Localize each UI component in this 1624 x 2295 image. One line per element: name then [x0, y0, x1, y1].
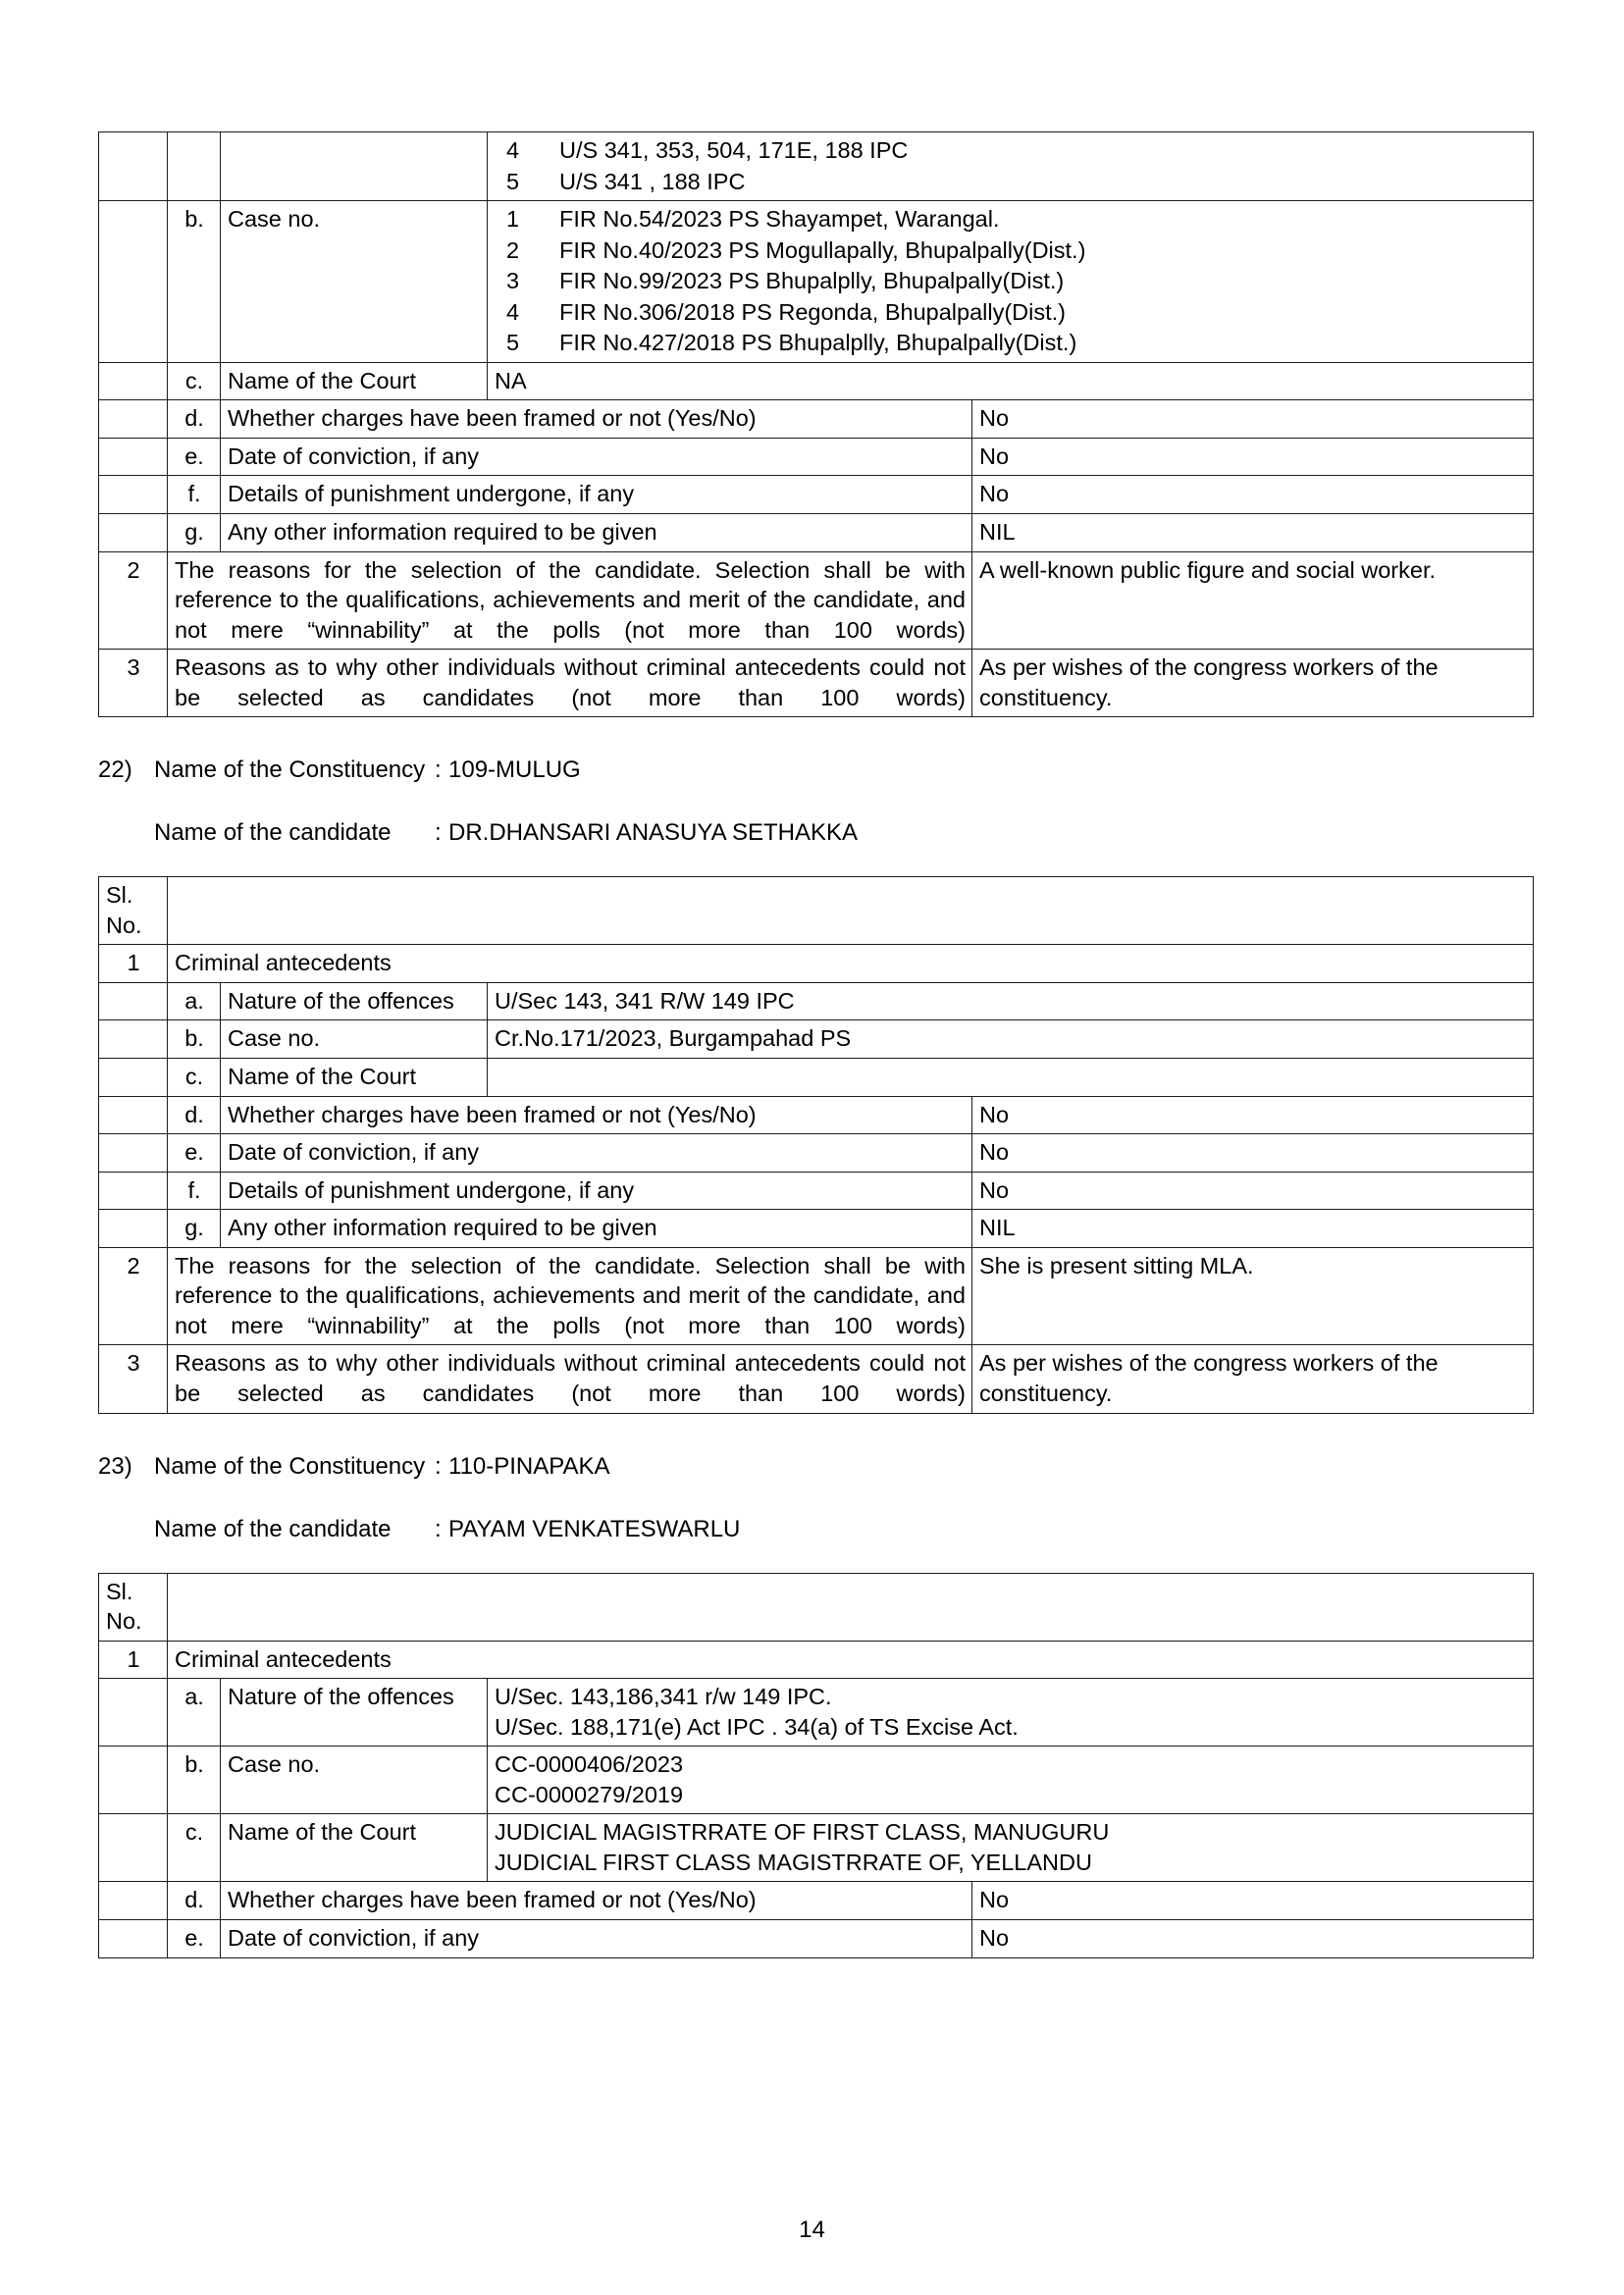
cell-sl-2: 2 — [99, 1247, 168, 1345]
table-row-reason-others — [99, 650, 1534, 717]
cell-court-value — [488, 1059, 1534, 1097]
cell-letter-d: d. — [168, 400, 221, 439]
constituency-row — [98, 753, 1534, 788]
cell-label-other-info: Any other information required to be given — [221, 1210, 972, 1248]
cell-sl-empty — [99, 400, 168, 439]
cell-label-offences: Nature of the offences — [221, 982, 488, 1020]
page-number: 14 — [799, 2217, 825, 2243]
sl-line-2: No. — [106, 1608, 142, 1635]
cell-letter-g: g. — [168, 1210, 221, 1248]
table-row-other-info — [99, 514, 1534, 552]
cell-letter-b: b. — [168, 201, 221, 363]
table-row-conviction — [99, 438, 1534, 476]
cell-label-court: Name of the Court — [221, 1059, 488, 1097]
cell-letter-a: a. — [168, 1679, 221, 1747]
cell-label-conviction: Date of conviction, if any — [221, 1919, 972, 1957]
offence-line: U/Sec. 188,171(e) Act IPC . 34(a) of TS Excise Act. — [495, 1713, 1019, 1740]
table-row-other-info — [99, 1210, 1534, 1248]
cell-conviction-value: No — [972, 1134, 1534, 1173]
cell-sl-empty — [99, 438, 168, 476]
cell-letter-c: c. — [168, 1059, 221, 1097]
cell-letter-f: f. — [168, 476, 221, 514]
table-row-court — [99, 1814, 1534, 1882]
cell-label-charges: Whether charges have been framed or not (Yes/No) — [221, 400, 972, 439]
table-row-punishment — [99, 476, 1534, 514]
cell-sl-empty — [99, 1134, 168, 1173]
cell-label-charges: Whether charges have been framed or not (Yes/No) — [221, 1882, 972, 1920]
table-row-reason-selection — [99, 1247, 1534, 1345]
cell-letter-empty — [168, 132, 221, 201]
cell-letter-b: b. — [168, 1747, 221, 1814]
table-header-row — [99, 877, 1534, 945]
cell-sl-empty — [99, 1919, 168, 1957]
entry-header-22 — [98, 753, 1534, 847]
constituency-row — [98, 1449, 1534, 1485]
cell-other-info-value: NIL — [972, 1210, 1534, 1248]
cell-sl-empty — [99, 1172, 168, 1210]
case-index: 5 — [506, 330, 520, 356]
sl-line-2: No. — [106, 912, 142, 938]
constituency-value: 110-PINAPAKA — [448, 1452, 610, 1480]
table-row-court — [99, 362, 1534, 400]
cell-sl-empty — [99, 1020, 168, 1059]
table-entry-22 — [98, 876, 1534, 1413]
cell-letter-e: e. — [168, 1134, 221, 1173]
cell-label-case-no: Case no. — [221, 201, 488, 363]
cell-label-conviction: Date of conviction, if any — [221, 438, 972, 476]
table-row-charges — [99, 400, 1534, 439]
cell-sl-empty — [99, 1096, 168, 1134]
cell-charges-value: No — [972, 1096, 1534, 1134]
cell-label-offences: Nature of the offences — [221, 1679, 488, 1747]
cell-letter-e: e. — [168, 1919, 221, 1957]
case-line: CC-0000279/2019 — [495, 1781, 684, 1807]
offence-index: 5 — [506, 168, 520, 194]
cell-sl-3: 3 — [99, 650, 168, 717]
table-row-charges — [99, 1096, 1534, 1134]
cell-label-other-info: Any other information required to be given — [221, 514, 972, 552]
cell-letter-d: d. — [168, 1882, 221, 1920]
court-line: JUDICIAL MAGISTRRATE OF FIRST CLASS, MANUGURU — [495, 1819, 1110, 1846]
constituency-label: Name of the Constituency — [154, 1452, 426, 1480]
cell-label-reason-others: Reasons as to why other individuals without criminal antecedents could not be selected as candidates (not more than 100 words) — [168, 1345, 972, 1413]
candidate-value: PAYAM VENKATESWARLU — [448, 1515, 741, 1542]
cell-letter-f: f. — [168, 1172, 221, 1210]
cell-label-case-no: Case no. — [221, 1747, 488, 1814]
cell-label-reason-selection: The reasons for the selection of the candidate. Selection shall be with reference to the qualifications, achievements and merit of the candidate, and not mere “winnability” at the polls (not more than 100 words) — [168, 551, 972, 650]
constituency-label: Name of the Constituency — [154, 756, 426, 784]
table-row-criminal-antecedents — [99, 1641, 1534, 1679]
case-text: FIR No.54/2023 PS Shayampet, Warangal. — [559, 206, 1000, 233]
cell-reason-selection-answer: A well-known public figure and social worker. — [972, 551, 1534, 650]
table-row-court — [99, 1059, 1534, 1097]
cell-criminal-antecedents: Criminal antecedents — [168, 945, 1534, 983]
cell-other-info-value: NIL — [972, 514, 1534, 552]
offence-index: 4 — [506, 137, 520, 163]
cell-punishment-value: No — [972, 476, 1534, 514]
cell-sl-1: 1 — [99, 945, 168, 983]
cell-reason-others-answer: As per wishes of the congress workers of the constituency. — [972, 650, 1534, 717]
cell-sl-empty — [99, 514, 168, 552]
cell-label-punishment: Details of punishment undergone, if any — [221, 476, 972, 514]
cell-label-punishment: Details of punishment undergone, if any — [221, 1172, 972, 1210]
cell-charges-value: No — [972, 1882, 1534, 1920]
cell-sl-empty — [99, 1747, 168, 1814]
cell-sl-1: 1 — [99, 1641, 168, 1679]
cell-punishment-value: No — [972, 1172, 1534, 1210]
cell-sl-2: 2 — [99, 551, 168, 650]
table-entry-23 — [98, 1573, 1534, 1958]
cell-reason-others-answer: As per wishes of the congress workers of the constituency. — [972, 1345, 1534, 1413]
cell-criminal-antecedents: Criminal antecedents — [168, 1641, 1534, 1679]
cell-sl-empty — [99, 1814, 168, 1882]
table-row — [99, 132, 1534, 201]
cell-label-reason-others: Reasons as to why other individuals without criminal antecedents could not be selected as candidates (not more than 100 words) — [168, 650, 972, 717]
case-text: FIR No.306/2018 PS Regonda, Bhupalpally(Dist.) — [559, 298, 1066, 325]
cell-letter-c: c. — [168, 362, 221, 400]
colon-separator: : — [435, 756, 442, 784]
table-row-conviction — [99, 1919, 1534, 1957]
cell-offences-value — [488, 1679, 1534, 1747]
table-row-case-no — [99, 1020, 1534, 1059]
cell-label-empty — [221, 132, 488, 201]
candidate-row — [98, 1512, 1534, 1547]
constituency-value: 109-MULUG — [448, 756, 581, 784]
table-continued — [98, 131, 1534, 717]
cell-letter-b: b. — [168, 1020, 221, 1059]
sl-line-1: Sl. — [106, 1578, 133, 1604]
table-row-criminal-antecedents — [99, 945, 1534, 983]
case-text: FIR No.99/2023 PS Bhupalplly, Bhupalpally(Dist.) — [559, 268, 1065, 294]
case-index: 2 — [506, 236, 520, 263]
candidate-row — [98, 815, 1534, 851]
cell-court-value — [488, 1814, 1534, 1882]
cell-sl-empty — [99, 362, 168, 400]
case-text: FIR No.40/2023 PS Mogullapally, Bhupalpally(Dist.) — [559, 236, 1086, 263]
candidate-label: Name of the candidate — [154, 1515, 392, 1542]
case-index: 3 — [506, 268, 520, 294]
table-row-reason-selection — [99, 551, 1534, 650]
cell-header-empty — [168, 877, 1534, 945]
cell-conviction-value: No — [972, 1919, 1534, 1957]
candidate-label: Name of the candidate — [154, 819, 392, 847]
cell-court-value: NA — [488, 362, 1534, 400]
cell-sl-3: 3 — [99, 1345, 168, 1413]
cell-case-no-value — [488, 1747, 1534, 1814]
cell-sl-header — [99, 877, 168, 945]
colon-separator: : — [435, 1515, 442, 1542]
colon-separator: : — [435, 1452, 442, 1480]
cell-sl-empty — [99, 1210, 168, 1248]
entry-index: 22) — [98, 756, 132, 784]
cell-sl-empty — [99, 476, 168, 514]
cell-letter-a: a. — [168, 982, 221, 1020]
cell-sl-empty — [99, 1059, 168, 1097]
cell-letter-e: e. — [168, 438, 221, 476]
cell-letter-c: c. — [168, 1814, 221, 1882]
case-line: CC-0000406/2023 — [495, 1751, 684, 1778]
cell-conviction-value: No — [972, 438, 1534, 476]
entry-header-23 — [98, 1449, 1534, 1543]
cell-sl-empty — [99, 1679, 168, 1747]
table-row-case-no — [99, 1747, 1534, 1814]
table-row-conviction — [99, 1134, 1534, 1173]
cell-label-charges: Whether charges have been framed or not (Yes/No) — [221, 1096, 972, 1134]
cell-reason-selection-answer: She is present sitting MLA. — [972, 1247, 1534, 1345]
offence-text: U/S 341, 353, 504, 171E, 188 IPC — [559, 137, 909, 163]
cell-sl-empty — [99, 982, 168, 1020]
cell-label-case-no: Case no. — [221, 1020, 488, 1059]
entry-index: 23) — [98, 1452, 132, 1480]
colon-separator: : — [435, 819, 442, 847]
cell-letter-g: g. — [168, 514, 221, 552]
cell-sl-empty — [99, 201, 168, 363]
cell-label-reason-selection: The reasons for the selection of the candidate. Selection shall be with reference to the qualifications, achievements and merit of the candidate, and not mere “winnability” at the polls (not more than 100 words) — [168, 1247, 972, 1345]
cell-charges-value: No — [972, 400, 1534, 439]
case-text: FIR No.427/2018 PS Bhupalplly, Bhupalpally(Dist.) — [559, 330, 1077, 356]
table-row-charges — [99, 1882, 1534, 1920]
table-row-offences — [99, 982, 1534, 1020]
cell-case-no-list — [488, 201, 1534, 363]
case-index: 1 — [506, 206, 520, 233]
court-line: JUDICIAL FIRST CLASS MAGISTRRATE OF, YELLANDU — [495, 1849, 1092, 1875]
cell-case-no-value: Cr.No.171/2023, Burgampahad PS — [488, 1020, 1534, 1059]
cell-sl-header — [99, 1573, 168, 1641]
offence-line: U/Sec. 143,186,341 r/w 149 IPC. — [495, 1684, 832, 1710]
table-row-punishment — [99, 1172, 1534, 1210]
cell-offences-value: U/Sec 143, 341 R/W 149 IPC — [488, 982, 1534, 1020]
cell-label-court: Name of the Court — [221, 1814, 488, 1882]
cell-header-empty — [168, 1573, 1534, 1641]
cell-label-conviction: Date of conviction, if any — [221, 1134, 972, 1173]
candidate-value: DR.DHANSARI ANASUYA SETHAKKA — [448, 819, 858, 847]
cell-label-court: Name of the Court — [221, 362, 488, 400]
cell-sl-empty — [99, 1882, 168, 1920]
cell-letter-d: d. — [168, 1096, 221, 1134]
table-header-row — [99, 1573, 1534, 1641]
case-index: 4 — [506, 298, 520, 325]
table-row-offences — [99, 1679, 1534, 1747]
offence-text: U/S 341 , 188 IPC — [559, 168, 746, 194]
table-row-reason-others — [99, 1345, 1534, 1413]
table-row-case-no — [99, 201, 1534, 363]
cell-sl-empty — [99, 132, 168, 201]
cell-offences-tail — [488, 132, 1534, 201]
sl-line-1: Sl. — [106, 882, 133, 909]
